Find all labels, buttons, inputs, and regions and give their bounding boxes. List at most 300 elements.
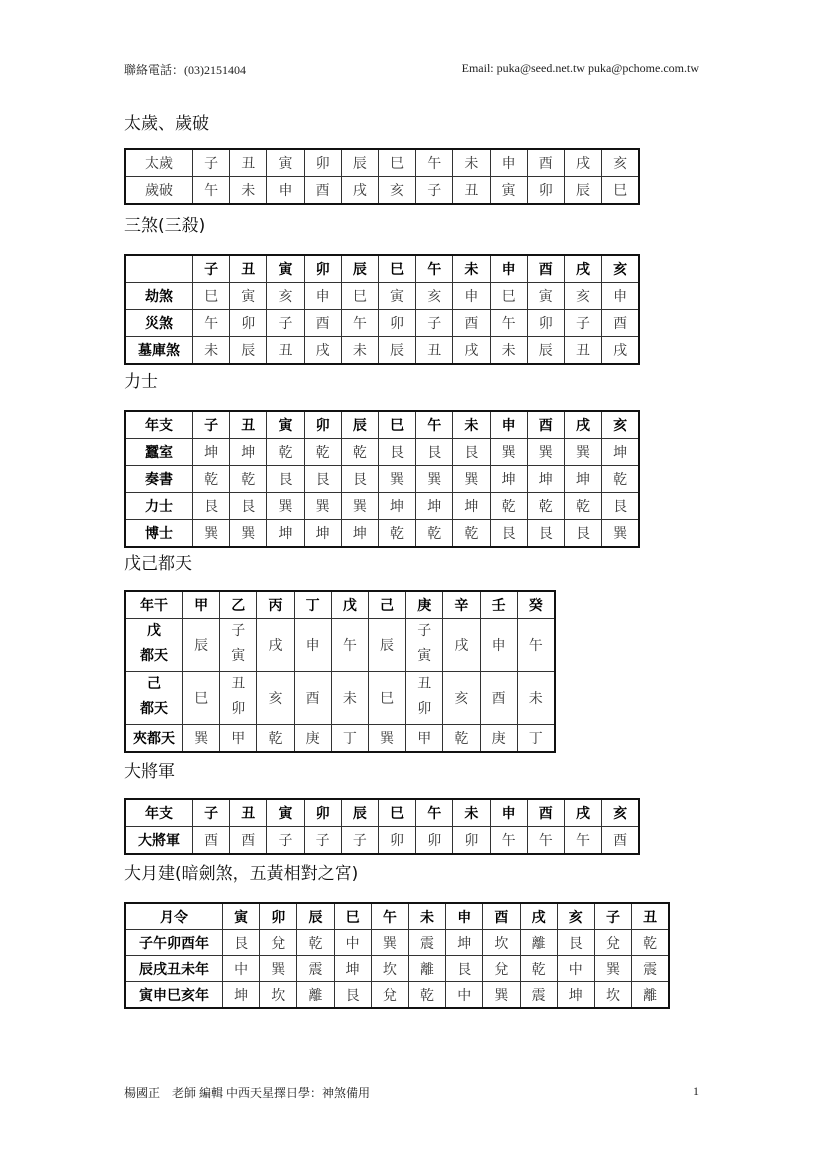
table-cell: 巳 xyxy=(334,903,371,930)
table-cell: 巳 xyxy=(378,149,415,177)
table-cell: 巳 xyxy=(378,411,415,439)
table-cell: 艮 xyxy=(602,493,640,520)
table-cell: 巽 xyxy=(260,956,297,982)
table-cell: 丑 xyxy=(230,149,267,177)
table-cell: 乾 xyxy=(602,466,640,493)
table-cell: 丑 卯 xyxy=(220,672,257,725)
table-cell: 寅 xyxy=(378,283,415,310)
table-cell: 酉 xyxy=(602,310,640,337)
table-cell: 巳 xyxy=(183,672,220,725)
table-cell: 子 xyxy=(193,255,230,283)
table-cell: 震 xyxy=(520,982,557,1009)
section-title: 大將軍 xyxy=(124,762,175,782)
table-cell: 巽 xyxy=(527,439,564,466)
section-title: 戊己都天 xyxy=(124,554,192,574)
table-cell: 丑 xyxy=(632,903,670,930)
table-cell: 午 xyxy=(517,619,555,672)
section-title: 大月建(暗劍煞，五黃相對之宮) xyxy=(124,864,359,884)
table-cell: 庚 xyxy=(294,725,331,753)
table-cell: 乾 xyxy=(564,493,601,520)
table-cell: 中 xyxy=(334,930,371,956)
table-cell: 辰 xyxy=(341,799,378,827)
table-cell: 卯 xyxy=(230,310,267,337)
table-cell: 亥 xyxy=(443,672,480,725)
table-cell: 丁 xyxy=(331,725,368,753)
table-cell: 坤 xyxy=(193,439,230,466)
table-row xyxy=(125,903,669,930)
row-header-cell: 博士 xyxy=(125,520,193,548)
table-cell: 艮 xyxy=(341,466,378,493)
table-cell: 丑 xyxy=(267,337,304,365)
table-cell: 乾 xyxy=(378,520,415,548)
section-da-jiang-jun xyxy=(124,762,640,855)
table-row xyxy=(125,827,639,855)
table-cell: 寅 xyxy=(223,903,260,930)
table-row xyxy=(125,411,639,439)
table-cell: 子 xyxy=(193,799,230,827)
table-cell: 午 xyxy=(341,310,378,337)
table-cell: 乾 xyxy=(443,725,480,753)
table-cell: 坎 xyxy=(260,982,297,1009)
table-cell: 艮 xyxy=(223,930,260,956)
table-cell: 艮 xyxy=(453,439,490,466)
table-cell: 己 xyxy=(368,591,405,619)
table-cell: 未 xyxy=(453,799,490,827)
table-cell: 申 xyxy=(294,619,331,672)
table-cell: 戌 xyxy=(564,799,601,827)
row-header-cell: 大將軍 xyxy=(125,827,193,855)
table-cell: 酉 xyxy=(193,827,230,855)
table-cell: 坤 xyxy=(341,520,378,548)
table-cell: 卯 xyxy=(304,799,341,827)
table-cell: 辰 xyxy=(183,619,220,672)
table-cell: 坤 xyxy=(267,520,304,548)
table-cell: 坎 xyxy=(483,930,520,956)
section-san-sha xyxy=(124,216,640,365)
table-cell: 未 xyxy=(453,411,490,439)
table-cell: 寅 xyxy=(267,411,304,439)
table-row xyxy=(125,725,555,753)
table-cell: 午 xyxy=(416,411,453,439)
table-cell: 子 xyxy=(594,903,631,930)
table-cell: 午 xyxy=(490,827,527,855)
table-cell: 卯 xyxy=(304,411,341,439)
table-cell: 辰 xyxy=(230,337,267,365)
table-cell: 巽 xyxy=(453,466,490,493)
table-cell: 亥 xyxy=(564,283,601,310)
row-header-cell: 己 都天 xyxy=(125,672,183,725)
table-cell: 丑 xyxy=(230,799,267,827)
table-cell: 辰 xyxy=(341,149,378,177)
table-cell: 子 xyxy=(193,411,230,439)
table-cell: 巳 xyxy=(378,799,415,827)
table-cell: 亥 xyxy=(378,177,415,205)
section-tai-sui xyxy=(124,114,640,205)
table-cell: 艮 xyxy=(557,930,594,956)
table-cell: 未 xyxy=(453,149,490,177)
table-cell: 坤 xyxy=(602,439,640,466)
table-cell: 乾 xyxy=(230,466,267,493)
table-cell: 乾 xyxy=(527,493,564,520)
table-cell: 震 xyxy=(632,956,670,982)
table-cell: 巽 xyxy=(230,520,267,548)
table-row xyxy=(125,177,639,205)
table-cell: 巽 xyxy=(304,493,341,520)
table-cell: 乾 xyxy=(297,930,334,956)
table-cell: 中 xyxy=(223,956,260,982)
table-cell: 丁 xyxy=(517,725,555,753)
table-cell: 巽 xyxy=(371,930,408,956)
table-cell: 艮 xyxy=(378,439,415,466)
table-cell: 酉 xyxy=(304,177,341,205)
table-cell: 酉 xyxy=(527,149,564,177)
table-cell: 子 xyxy=(341,827,378,855)
table-cell: 酉 xyxy=(453,310,490,337)
table-cell: 未 xyxy=(490,337,527,365)
table-cell: 寅 xyxy=(527,283,564,310)
table-cell: 乾 xyxy=(193,466,230,493)
table-cell: 卯 xyxy=(378,310,415,337)
table-cell: 巳 xyxy=(378,255,415,283)
table-cell: 未 xyxy=(408,903,445,930)
table-cell: 酉 xyxy=(480,672,517,725)
table-cell: 坎 xyxy=(594,982,631,1009)
table-li-shi xyxy=(124,410,640,548)
table-row xyxy=(125,255,639,283)
table-cell: 辰 xyxy=(368,619,405,672)
table-cell: 坤 xyxy=(230,439,267,466)
table-cell: 震 xyxy=(408,930,445,956)
table-cell: 離 xyxy=(520,930,557,956)
table-row xyxy=(125,493,639,520)
table-row xyxy=(125,149,639,177)
table-cell: 辰 xyxy=(378,337,415,365)
table-cell: 卯 xyxy=(527,177,564,205)
table-cell: 申 xyxy=(267,177,304,205)
table-cell: 坤 xyxy=(453,493,490,520)
table-cell: 丙 xyxy=(257,591,294,619)
section-da-yue-jian xyxy=(124,864,670,1009)
table-cell: 乾 xyxy=(416,520,453,548)
table-cell: 子 xyxy=(267,310,304,337)
table-row xyxy=(125,439,639,466)
table-cell: 壬 xyxy=(480,591,517,619)
table-cell: 巳 xyxy=(490,283,527,310)
section-title: 太歲、歲破 xyxy=(124,114,209,134)
table-cell: 丁 xyxy=(294,591,331,619)
table-cell: 艮 xyxy=(230,493,267,520)
table-cell: 巽 xyxy=(368,725,405,753)
table-cell: 戌 xyxy=(257,619,294,672)
table-cell: 兌 xyxy=(594,930,631,956)
table-cell: 巽 xyxy=(267,493,304,520)
table-cell: 戌 xyxy=(564,149,601,177)
header-email: Email: puka@seed.net.tw puka@pchome.com.tw xyxy=(461,61,699,75)
table-cell: 卯 xyxy=(527,310,564,337)
table-cell: 庚 xyxy=(480,725,517,753)
row-header-cell: 奏書 xyxy=(125,466,193,493)
table-cell: 子 xyxy=(193,149,230,177)
table-cell: 子 xyxy=(304,827,341,855)
table-cell: 戌 xyxy=(453,337,490,365)
table-cell: 卯 xyxy=(378,827,415,855)
table-cell: 乾 xyxy=(453,520,490,548)
table-cell: 巽 xyxy=(416,466,453,493)
row-header-cell: 年支 xyxy=(125,411,193,439)
table-cell: 坤 xyxy=(416,493,453,520)
table-cell: 癸 xyxy=(517,591,555,619)
table-cell: 艮 xyxy=(193,493,230,520)
table-tai-sui xyxy=(124,148,640,205)
table-cell: 寅 xyxy=(490,177,527,205)
table-row xyxy=(125,466,639,493)
table-cell: 申 xyxy=(304,283,341,310)
table-cell: 巽 xyxy=(378,466,415,493)
table-cell: 巽 xyxy=(602,520,640,548)
table-cell: 巽 xyxy=(341,493,378,520)
row-header-cell: 寅申巳亥年 xyxy=(125,982,223,1009)
table-cell: 巽 xyxy=(183,725,220,753)
table-cell: 辰 xyxy=(564,177,601,205)
table-cell: 戌 xyxy=(564,255,601,283)
table-cell: 申 xyxy=(446,903,483,930)
table-cell: 申 xyxy=(490,149,527,177)
table-cell: 中 xyxy=(557,956,594,982)
row-header-cell: 年支 xyxy=(125,799,193,827)
table-cell: 坤 xyxy=(557,982,594,1009)
table-cell: 戌 xyxy=(443,619,480,672)
table-cell: 戌 xyxy=(520,903,557,930)
header-phone: 聯絡電話：(03)2151404 xyxy=(124,63,246,77)
table-cell: 申 xyxy=(453,283,490,310)
table-cell: 亥 xyxy=(257,672,294,725)
table-cell: 寅 xyxy=(267,149,304,177)
table-cell: 坤 xyxy=(304,520,341,548)
table-cell: 坤 xyxy=(446,930,483,956)
table-cell: 中 xyxy=(446,982,483,1009)
table-cell: 巽 xyxy=(490,439,527,466)
table-cell: 戌 xyxy=(602,337,640,365)
table-cell: 乾 xyxy=(341,439,378,466)
table-cell: 子 寅 xyxy=(406,619,443,672)
row-header-cell: 劫煞 xyxy=(125,283,193,310)
row-header-cell: 蠶室 xyxy=(125,439,193,466)
table-cell: 酉 xyxy=(602,827,640,855)
table-cell: 午 xyxy=(416,799,453,827)
table-cell: 辰 xyxy=(341,255,378,283)
table-row xyxy=(125,799,639,827)
table-cell: 卯 xyxy=(453,827,490,855)
table-cell: 坤 xyxy=(490,466,527,493)
table-cell: 兌 xyxy=(483,956,520,982)
table-cell: 戌 xyxy=(564,411,601,439)
row-header-cell: 太歲 xyxy=(125,149,193,177)
table-cell: 午 xyxy=(193,310,230,337)
section-du-tian xyxy=(124,554,556,753)
table-cell: 亥 xyxy=(267,283,304,310)
table-cell: 卯 xyxy=(416,827,453,855)
table-cell: 艮 xyxy=(490,520,527,548)
table-cell: 酉 xyxy=(527,799,564,827)
table-cell: 乾 xyxy=(520,956,557,982)
table-cell: 坤 xyxy=(378,493,415,520)
table-cell: 戊 xyxy=(331,591,368,619)
table-cell: 酉 xyxy=(483,903,520,930)
table-cell: 巳 xyxy=(193,283,230,310)
table-cell: 兌 xyxy=(260,930,297,956)
table-row xyxy=(125,930,669,956)
table-cell: 午 xyxy=(564,827,601,855)
table-cell: 辰 xyxy=(297,903,334,930)
table-cell: 辰 xyxy=(341,411,378,439)
table-cell: 乾 xyxy=(408,982,445,1009)
table-cell: 卯 xyxy=(304,255,341,283)
table-cell: 午 xyxy=(416,255,453,283)
table-cell: 午 xyxy=(331,619,368,672)
table-cell: 卯 xyxy=(304,149,341,177)
table-cell: 甲 xyxy=(220,725,257,753)
table-cell: 乾 xyxy=(267,439,304,466)
row-header-cell: 年干 xyxy=(125,591,183,619)
table-cell: 巽 xyxy=(193,520,230,548)
table-cell: 子 xyxy=(267,827,304,855)
table-cell: 艮 xyxy=(304,466,341,493)
row-header-cell: 月令 xyxy=(125,903,223,930)
table-cell: 丑 xyxy=(564,337,601,365)
table-cell: 震 xyxy=(297,956,334,982)
table-cell: 坤 xyxy=(334,956,371,982)
table-cell: 酉 xyxy=(230,827,267,855)
table-cell: 坤 xyxy=(223,982,260,1009)
table-cell: 子 xyxy=(416,310,453,337)
table-cell: 艮 xyxy=(267,466,304,493)
table-cell: 未 xyxy=(230,177,267,205)
table-cell: 酉 xyxy=(294,672,331,725)
section-title: 三煞(三殺) xyxy=(124,216,206,236)
row-header-cell: 力士 xyxy=(125,493,193,520)
table-cell: 寅 xyxy=(267,799,304,827)
table-row xyxy=(125,619,555,672)
table-cell: 亥 xyxy=(602,149,640,177)
table-cell: 離 xyxy=(408,956,445,982)
table-cell: 午 xyxy=(527,827,564,855)
row-header-cell: 災煞 xyxy=(125,310,193,337)
table-cell: 兌 xyxy=(371,982,408,1009)
table-cell: 戌 xyxy=(341,177,378,205)
table-cell: 離 xyxy=(297,982,334,1009)
table-cell: 乙 xyxy=(220,591,257,619)
table-cell: 艮 xyxy=(527,520,564,548)
table-cell: 亥 xyxy=(602,411,640,439)
table-cell: 申 xyxy=(490,411,527,439)
table-cell: 坎 xyxy=(371,956,408,982)
table-cell: 艮 xyxy=(564,520,601,548)
table-cell: 未 xyxy=(453,255,490,283)
table-cell: 未 xyxy=(341,337,378,365)
row-header-cell: 歲破 xyxy=(125,177,193,205)
table-cell: 亥 xyxy=(557,903,594,930)
table-da-jiang-jun xyxy=(124,798,640,855)
table-cell: 申 xyxy=(490,799,527,827)
table-cell: 亥 xyxy=(416,283,453,310)
table-cell: 巳 xyxy=(341,283,378,310)
table-san-sha xyxy=(124,254,640,365)
footer-author: 楊國正 老師 編輯 中西天星擇日學：神煞備用 xyxy=(124,1086,371,1100)
table-row xyxy=(125,337,639,365)
table-cell: 丑 xyxy=(453,177,490,205)
table-cell: 乾 xyxy=(632,930,670,956)
table-cell: 巽 xyxy=(483,982,520,1009)
table-cell: 寅 xyxy=(267,255,304,283)
table-cell: 乾 xyxy=(257,725,294,753)
table-row xyxy=(125,283,639,310)
table-cell: 巳 xyxy=(602,177,640,205)
table-cell: 申 xyxy=(480,619,517,672)
table-cell: 午 xyxy=(416,149,453,177)
table-cell: 艮 xyxy=(446,956,483,982)
table-cell: 申 xyxy=(602,283,640,310)
footer-page-number: 1 xyxy=(693,1084,699,1098)
table-cell: 亥 xyxy=(602,799,640,827)
section-li-shi xyxy=(124,372,640,548)
table-row xyxy=(125,672,555,725)
table-cell: 乾 xyxy=(490,493,527,520)
table-da-yue-jian xyxy=(124,902,670,1009)
table-cell: 丑 xyxy=(416,337,453,365)
table-row xyxy=(125,982,669,1009)
table-cell: 卯 xyxy=(260,903,297,930)
table-cell: 子 xyxy=(564,310,601,337)
table-cell: 辛 xyxy=(443,591,480,619)
table-cell: 辰 xyxy=(527,337,564,365)
row-header-cell: 子午卯酉年 xyxy=(125,930,223,956)
table-cell: 亥 xyxy=(602,255,640,283)
table-cell: 坤 xyxy=(527,466,564,493)
table-row xyxy=(125,310,639,337)
table-cell: 坤 xyxy=(564,466,601,493)
table-cell: 子 寅 xyxy=(220,619,257,672)
table-cell: 巳 xyxy=(368,672,405,725)
table-cell: 離 xyxy=(632,982,670,1009)
section-title: 力士 xyxy=(124,372,158,392)
row-header-cell: 夾都天 xyxy=(125,725,183,753)
table-cell: 巽 xyxy=(594,956,631,982)
table-cell: 寅 xyxy=(230,283,267,310)
table-cell: 午 xyxy=(371,903,408,930)
row-header-cell: 戊 都天 xyxy=(125,619,183,672)
table-cell: 甲 xyxy=(406,725,443,753)
table-cell: 乾 xyxy=(304,439,341,466)
table-cell: 午 xyxy=(490,310,527,337)
row-header-cell: 辰戌丑未年 xyxy=(125,956,223,982)
row-header-cell xyxy=(125,255,193,283)
table-row xyxy=(125,520,639,548)
table-cell: 酉 xyxy=(304,310,341,337)
table-cell: 艮 xyxy=(334,982,371,1009)
table-cell: 丑 xyxy=(230,411,267,439)
table-cell: 午 xyxy=(193,177,230,205)
table-row xyxy=(125,591,555,619)
table-cell: 子 xyxy=(416,177,453,205)
row-header-cell: 墓庫煞 xyxy=(125,337,193,365)
table-cell: 庚 xyxy=(406,591,443,619)
table-cell: 酉 xyxy=(527,411,564,439)
table-cell: 未 xyxy=(193,337,230,365)
table-cell: 未 xyxy=(517,672,555,725)
table-cell: 巽 xyxy=(564,439,601,466)
table-row xyxy=(125,956,669,982)
table-cell: 丑 xyxy=(230,255,267,283)
